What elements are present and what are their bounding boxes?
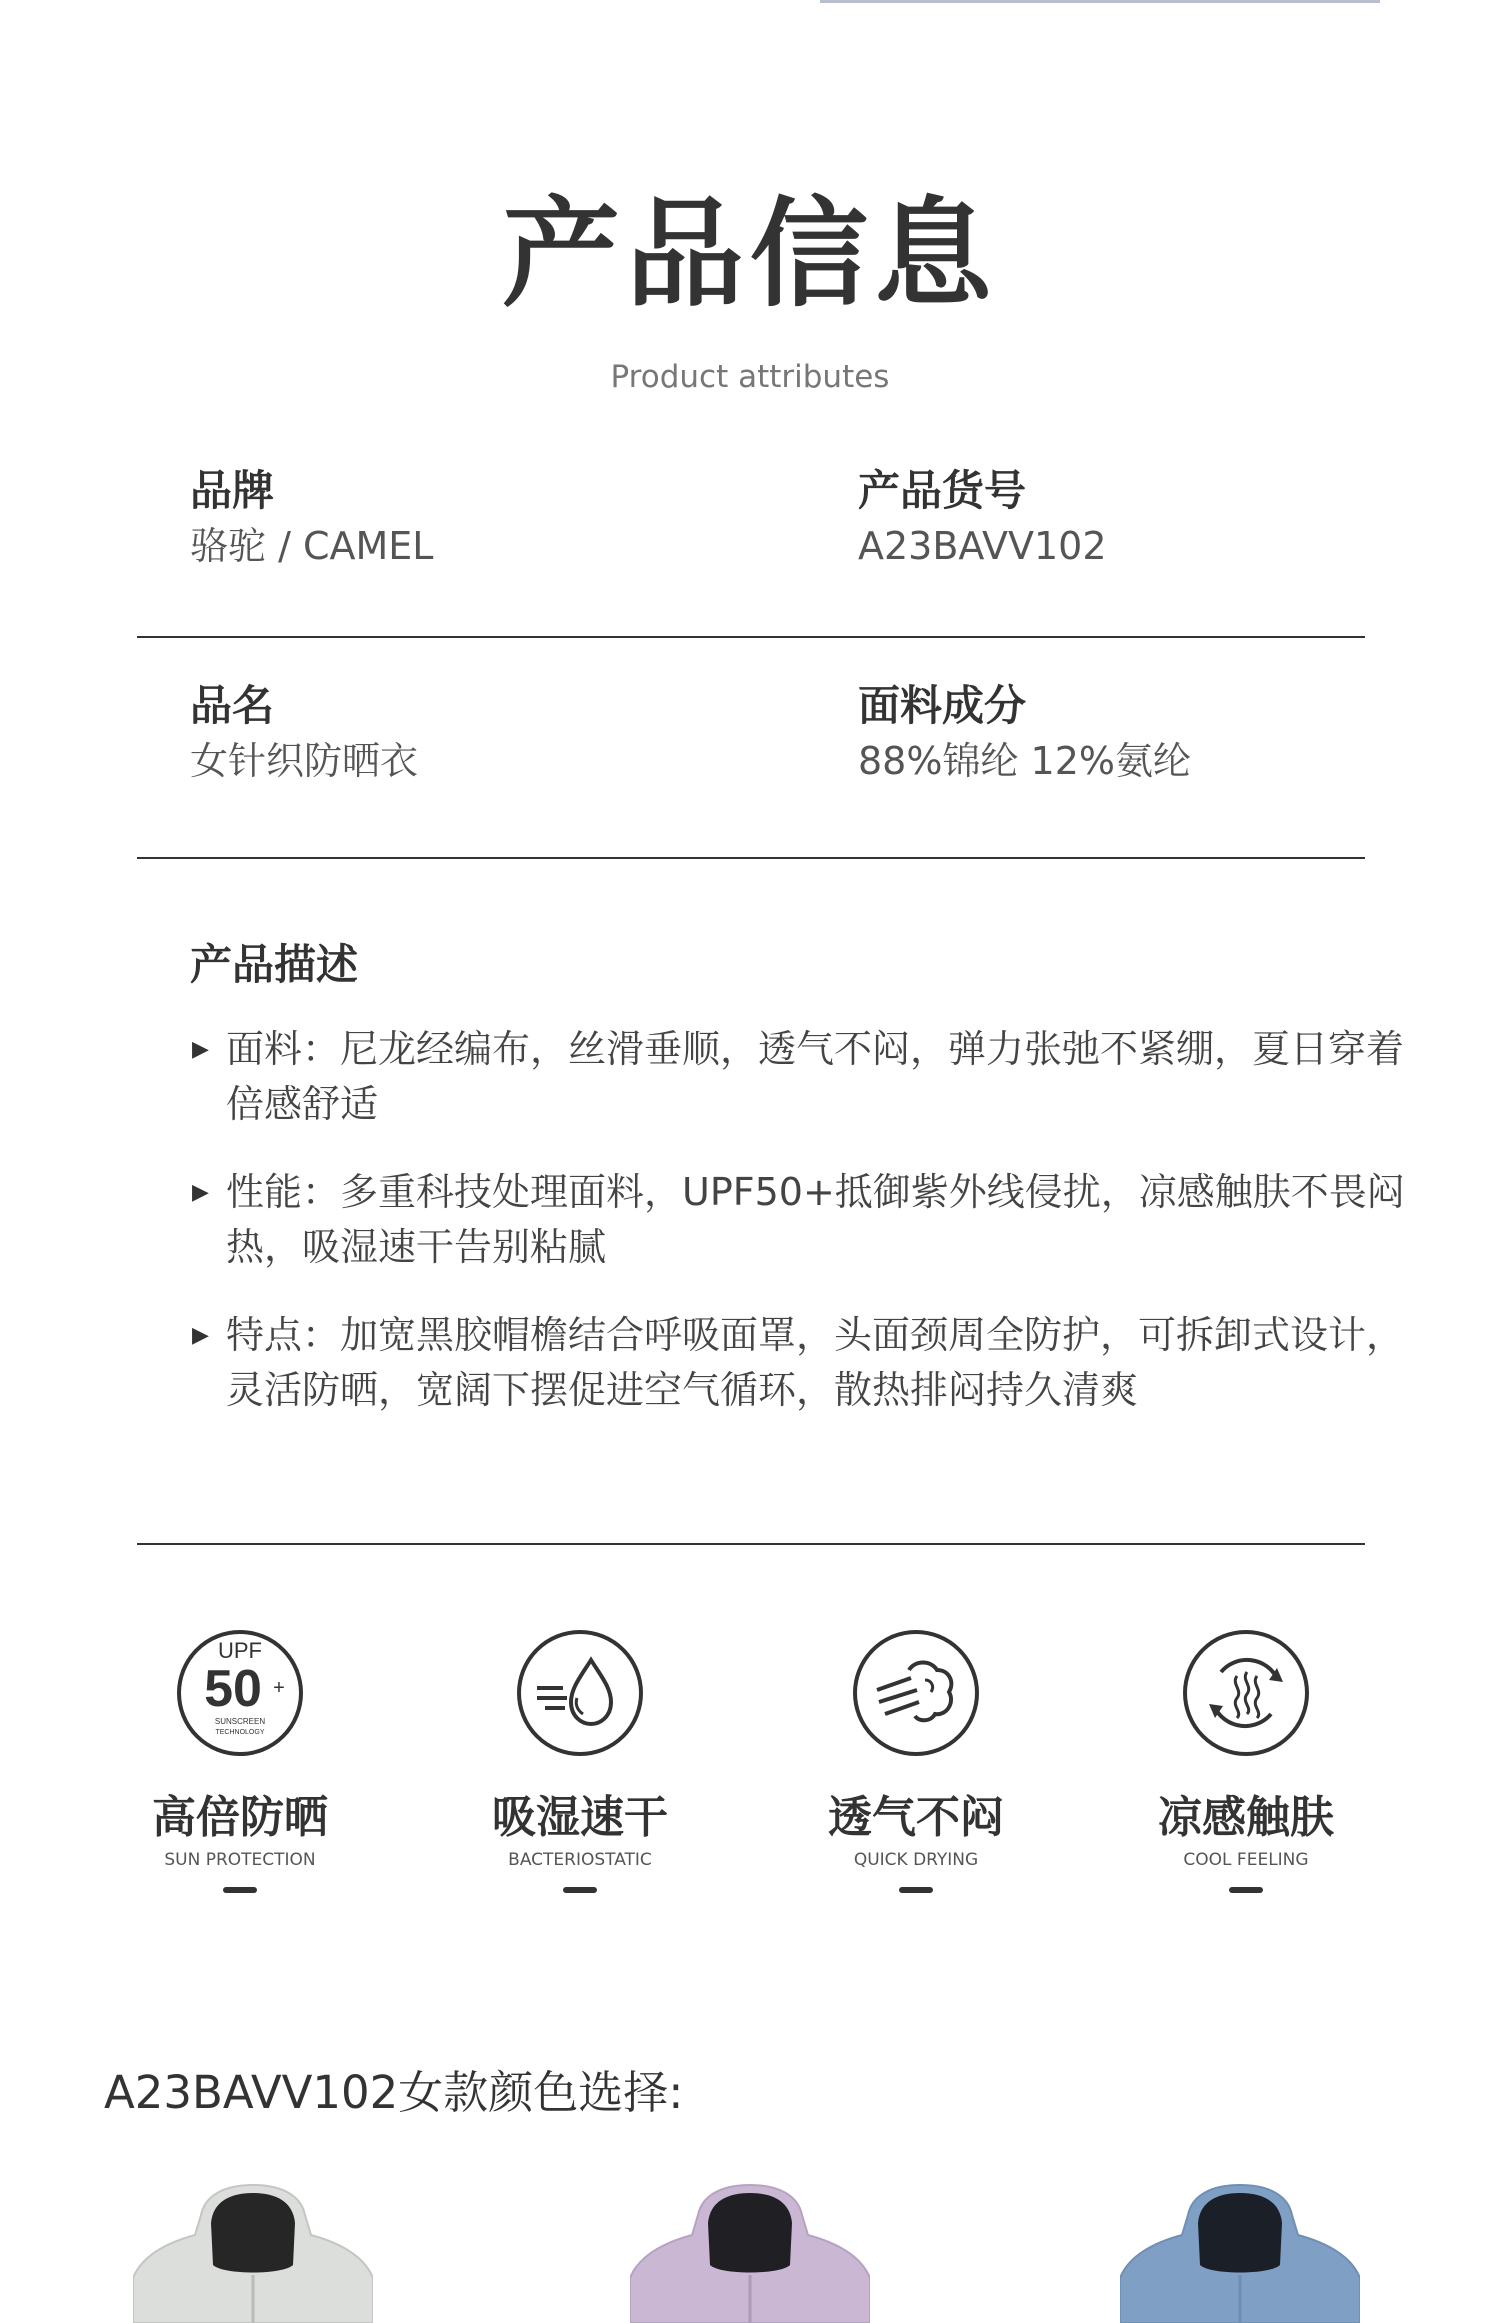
upf-label: UPF [218, 1638, 262, 1663]
feature-dash [899, 1887, 933, 1893]
upf-plus: + [273, 1677, 285, 1699]
color-options-heading: A23BAVV102女款颜色选择: [104, 2066, 684, 2119]
feature-moisture-wicking [465, 1628, 695, 1893]
upf-number: 50 [204, 1660, 262, 1718]
top-image-edge [820, 0, 1380, 3]
description-list [190, 1022, 1420, 1451]
description-text: 性能：多重科技处理面料，UPF50+抵御紫外线侵扰，凉感触肤不畏闷热，吸湿速干告别粘腻 [226, 1170, 1405, 1269]
triangle-bullet-icon: ▶ [192, 1037, 209, 1062]
attribute-value: A23BAVV102 [858, 524, 1107, 569]
feature-cool-feeling [1131, 1628, 1361, 1893]
description-title: 产品描述 [190, 940, 359, 989]
breathable-icon [851, 1628, 981, 1758]
feature-sun-protection [125, 1628, 355, 1893]
feature-label: 高倍防晒 [152, 1792, 328, 1843]
attribute-label: 产品货号 [858, 466, 1027, 515]
attribute-label: 品名 [190, 681, 275, 730]
cooling-icon [1181, 1628, 1311, 1758]
feature-sub: QUICK DRYING [853, 1850, 979, 1870]
description-item [190, 1308, 1420, 1418]
attribute-fabric [858, 681, 1191, 785]
jacket-light-gray-image [133, 2183, 373, 2323]
feature-sub: SUN PROTECTION [164, 1850, 316, 1870]
feature-dash [1229, 1887, 1263, 1893]
attribute-product-name [190, 681, 418, 785]
attribute-item-number [858, 466, 1107, 570]
upf-line2: TECHNOLOGY [215, 1729, 265, 1736]
feature-breathable [801, 1628, 1031, 1893]
attribute-label: 面料成分 [858, 681, 1027, 730]
page-title: 产品信息 [501, 185, 998, 323]
jacket-blue-image [1120, 2183, 1360, 2323]
divider [137, 1543, 1365, 1545]
description-text: 特点：加宽黑胶帽檐结合呼吸面罩，头面颈周全防护，可拆卸式设计，灵活防晒，宽阔下摆促进空气循环，散热排闷持久清爽 [226, 1313, 1405, 1412]
description-item [190, 1022, 1420, 1132]
divider [137, 857, 1365, 859]
feature-dash [563, 1887, 597, 1893]
upf-line1: SUNSCREEN [214, 1717, 266, 1726]
attribute-brand [190, 466, 433, 570]
page-subtitle: Product attributes [610, 359, 890, 395]
description-item [190, 1165, 1420, 1275]
description-text: 面料：尼龙经编布，丝滑垂顺，透气不闷，弹力张弛不紧绷，夏日穿着倍感舒适 [226, 1027, 1405, 1126]
attribute-value: 88%锦纶 12%氨纶 [858, 739, 1192, 784]
attribute-value: 骆驼 / CAMEL [190, 524, 434, 569]
feature-dash [223, 1887, 257, 1893]
water-drop-icon [515, 1628, 645, 1758]
upf50-icon [175, 1628, 305, 1758]
triangle-bullet-icon: ▶ [192, 1180, 209, 1205]
feature-sub: BACTERIOSTATIC [508, 1850, 652, 1870]
attribute-value: 女针织防晒衣 [190, 739, 419, 784]
feature-sub: COOL FEELING [1183, 1850, 1309, 1870]
jacket-lavender-image [630, 2183, 870, 2323]
feature-label: 吸湿速干 [492, 1792, 668, 1843]
divider [137, 636, 1365, 638]
attribute-label: 品牌 [190, 466, 275, 515]
feature-label: 凉感触肤 [1158, 1792, 1334, 1843]
triangle-bullet-icon: ▶ [192, 1323, 209, 1348]
feature-label: 透气不闷 [828, 1792, 1004, 1843]
